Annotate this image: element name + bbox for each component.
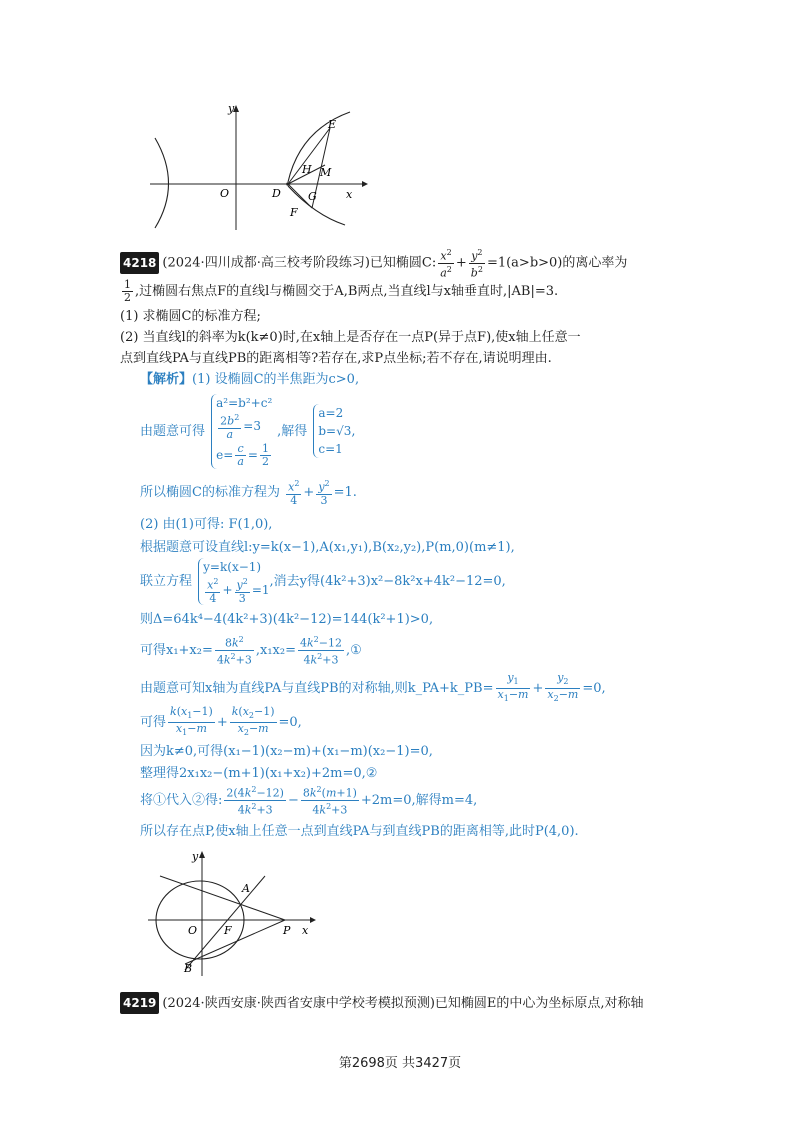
solution-line-13-prefix: 将①代入②得: [140,793,223,808]
fig1-label-y: y [228,102,235,115]
part-1: (1) 求椭圆C的标准方程; [120,309,261,324]
system-1: a²=b²+c² $\frac{2b^2}{a}$ =3 e= $\frac{c}{a}$ = $\frac{1}{2}$ [211,394,273,469]
fig2-label-a: A [242,882,250,895]
fig2-label-b: B [184,962,193,975]
solution-line-5: 根据题意可设直线l:y=k(x−1),A(x₁,y₁),B(x₂,y₂),P(m,0)(m≠1), [140,540,515,555]
fig1-label-d: D [272,187,281,200]
fig1-label-h: H [302,163,312,176]
part-2b: 点到直线PA与直线PB的距离相等?若存在,求P点坐标;若不存在,请说明理由. [120,351,552,366]
fig2-label-f: F [224,924,232,937]
fig1-label-e: E [328,118,337,131]
solution-line-14: 所以存在点P,使x轴上任意一点到直线PA与到直线PB的距离相等,此时P(4,0). [140,824,579,839]
system-2: a=2 b=√3 c=1 [313,404,351,458]
solution-line-12: 整理得2x₁x₂−(m+1)(x₁+x₂)+2m=0,② [140,766,378,781]
fig2-label-x: x [302,924,309,937]
question-source: (2024·四川成都·高三校考阶段练习)已知椭圆C: [162,255,437,271]
solution-line-6-end: ,消去y得(4k²+3)x²−8k²x+4k²−12=0, [269,573,506,589]
question-number: 4218 [120,252,159,274]
question-condition: =1(a>b>0)的离心率为 [486,255,628,271]
fig1-label-g: G [308,190,317,203]
part-2a: (2) 当直线l的斜率为k(k≠0)时,在x轴上是否存在一点P(异于点F),使x轴上任意一 [120,330,581,345]
question-stem: ,过椭圆右焦点F的直线l与椭圆交于A,B两点,当直线l与x轴垂直时,|AB|=3. [135,284,559,299]
solution-line-7: 则Δ=64k⁴−4(4k²+3)(4k²−12)=144(k²+1)>0, [140,612,434,627]
fig1-label-m: M [320,166,332,179]
system-3: y=k(x−1) $\frac{x^2}{4}$ + $\frac{y^2}{3}$ =1 [198,558,269,605]
solution-line-9: 由题意可知x轴为直线PA与直线PB的对称轴,则k_PA+k_PB= [140,681,494,697]
left-branch [155,138,169,228]
solution-line-1: (1) 设椭圆C的半焦距为c>0, [192,372,360,387]
solution-line-4: (2) 由(1)可得: F(1,0), [140,517,273,532]
fig1-label-f: F [290,206,298,219]
solution-line-2-prefix: 由题意可得 [140,423,206,439]
solution-line-8-prefix: 可得x₁+x₂= [140,643,213,658]
solution: 【解析】(1) 设椭圆C的半焦距为c>0, 由题意可得 a²=b²+c² $\frac{2b^2}{a}$ =3 e= $\frac{c}{a}$ = $\frac{1}{2}$ ,解得 a=2 b=√3 c=1 , 所以椭圆C的标准方程为 $\frac{x^2}{4}$ + $\frac{y^2}{3}$ =1. (2) 由(1)可得: F(1,0), 根据题意可设直线l:y=k(x−1),A(x₁,y₁),B(x₂,y₂),P(m,0)(m≠1), 联立方程 y=k(x−1) $\frac{x^2}{4}$ + $\frac{y^2}{3}$ =1 ,消去y得(4k²+3)x²−8k²x+4k²−12=0, 则Δ=64k⁴−4(4k²+3)(4k²−12)=144(k²+1)>0, 可得x₁+x₂= $\frac{8k^2}{4k^2+3}$ ,x₁x₂= $\frac{4k^2-12}{4k^2+3}$ ,① 由题意可知x轴为直线PA与直线PB的对称轴,则k_PA+k_PB= $\frac{y_1}{x_1-m}$ + $\frac{y_2}{x_2-m}$ =0, 可得 $\frac{k(x_1-1)}{x_1-m}$ + $\frac{k(x_2-1)}{x_2-m}$ =0, 因为k≠0,可得(x₁−1)(x₂−m)+(x₁−m)(x₂−1)=0, 整理得2x₁x₂−(m+1)(x₁+x₂)+2m=0,② 将①代入②得: $\frac{2(4k^2-12)}{4k^2+3}$ − $\frac{8k^2(m+1)}{4k^2+3}$ +2m=0,解得m=4, 所以存在点P,使x轴上任意一点到直线PA与到直线PB的距离相等,此时P(4,0). [140,370,700,840]
figure-hyperbola [140,100,370,235]
solution-line-6-prefix: 联立方程 [140,573,193,589]
solution-line-10-prefix: 可得 [140,715,167,731]
figure-ellipse [140,848,320,978]
solution-line-11: 因为k≠0,可得(x₁−1)(x₂−m)+(x₁−m)(x₂−1)=0, [140,744,433,759]
question-4219 [120,992,700,1014]
solution-line-2-mid: ,解得 [277,423,308,439]
page-footer: 第2698页 共3427页 [338,1056,462,1071]
question-number: 4219 [120,992,159,1014]
fig1-label-o: O [220,187,230,200]
fig1-label-x: x [346,188,353,201]
fig2-label-o: O [188,924,198,937]
solution-tag: 【解析】 [140,372,193,387]
fig2-label-p: P [283,924,291,937]
solution-line-3: 所以椭圆C的标准方程为 [140,485,280,500]
question-text: (2024·陕西安康·陕西省安康中学校考模拟预测)已知椭圆E的中心为坐标原点,对称轴 [162,996,644,1011]
fig2-label-y: y [192,850,199,863]
